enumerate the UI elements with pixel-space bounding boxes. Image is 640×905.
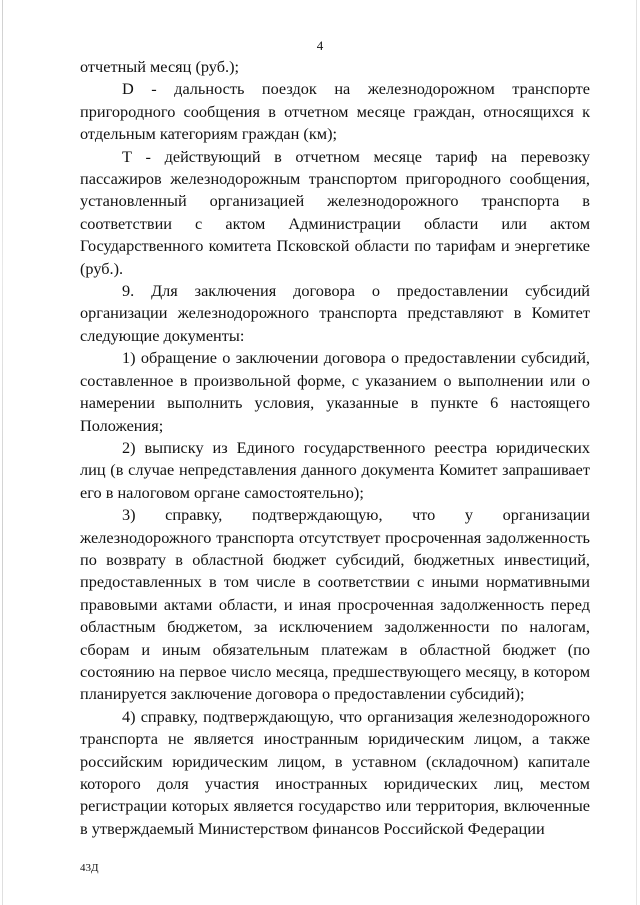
page-number: 4 [316,38,324,53]
list-item-3: 3) справку, подтверждающую, что у организации железнодорожного транспорта отсутствует просроченная задолженность по возврату в областной бюджет субсидий, бюджетных инвестиций, предоставленных в том числе в соответствии с иными нормативными правовыми актами области, и иная просроченная задолженность перед областным бюджетом, за исключением задолженности по налогам, сборам и иным обязательным платежам в областной бюджет (по состоянию на первое число месяца, предшествующего месяцу, в котором планируется заключение договора о предоставлении субсидий); [80,505,590,704]
document-body [80,56,590,840]
list-item-4: 4) справку, подтверждающую, что организация железнодорожного транспорта не является иностранным юридическим лицом, а также российским юридическим лицом, в уставном (складочном) капитале которого доля участия иностранных юридических лиц, местом регистрации которых является государство или территория, включенные в утверждаемый Министерством финансов Российской Федерации [80,706,590,838]
paragraph-definition-d: D - дальность поездок на железнодорожном транспорте пригородного сообщения в отчетном месяце граждан, относящихся к отдельным категориям граждан (км); [80,79,590,144]
list-item-1: 1) обращение о заключении договора о предоставлении субсидий, составленное в произвольной форме, с указанием о выполнении или о намерении выполнить условия, указанные в пункте 6 настоящего Положения; [80,348,590,435]
paragraph-definition-t: Т - действующий в отчетном месяце тариф на перевозку пассажиров железнодорожным транспортом пригородного сообщения, установленный организацией железнодорожного транспорта в соответствии с актом Администрации области или актом Государственного комитета Псковской области по тарифам и энергетике (руб.). [80,146,590,278]
paragraph-clause-9: 9. Для заключения договора о предоставлении субсидий организации железнодорожного транспорта представляют в Комитет следующие документы: [80,281,590,345]
scan-left-edge [2,0,3,905]
document-code: 43Д [80,862,99,874]
paragraph-continuation: отчетный месяц (руб.); [80,57,240,76]
list-item-2: 2) выписку из Единого государственного реестра юридических лиц (в случае непредставления данного документа Комитет запрашивает его в налоговом органе самостоятельно); [80,437,590,502]
scan-right-edge [636,0,637,905]
